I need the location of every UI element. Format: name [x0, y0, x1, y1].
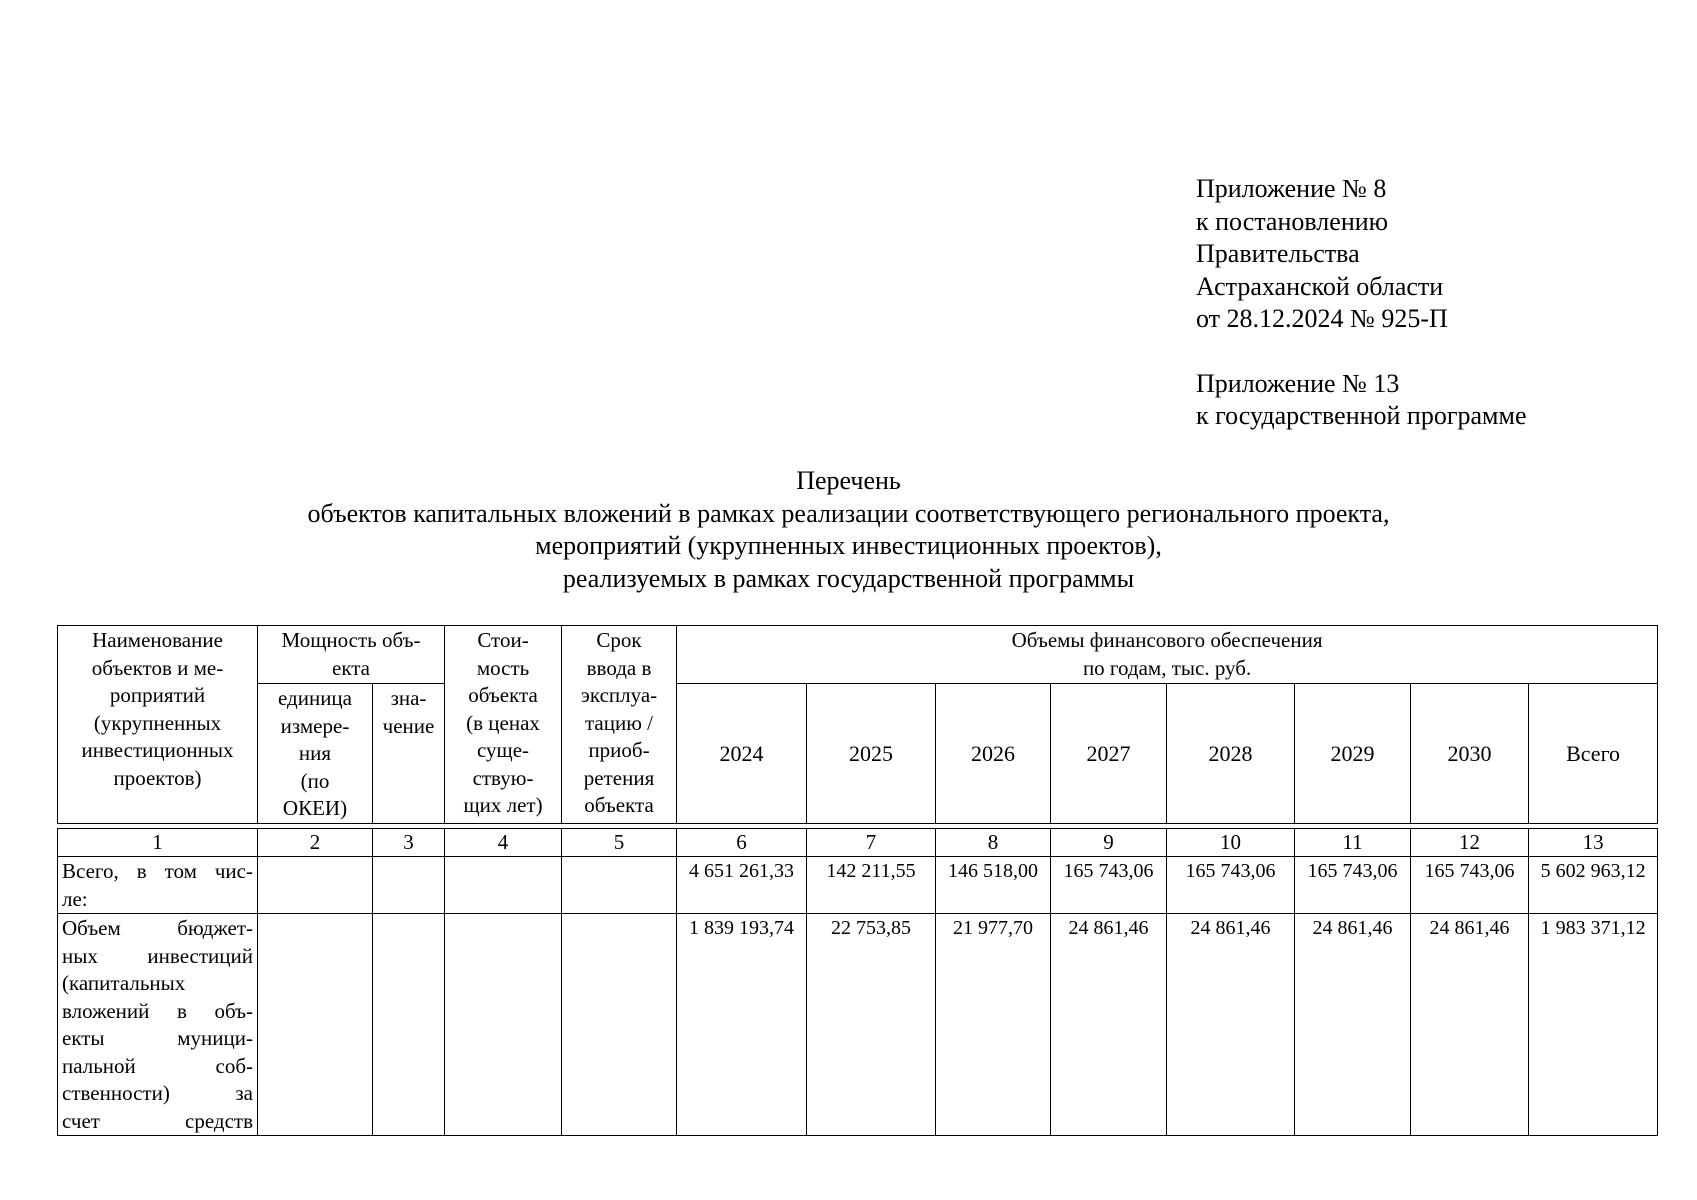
header-year-2026: 2026 [936, 684, 1051, 824]
appendix-line: от 28.12.2024 № 925-П [1196, 304, 1448, 333]
header-unit: единица измере- ния (по ОКЕИ) [258, 684, 373, 824]
appendix-line: Астраханской области [1196, 271, 1444, 301]
row-amount-2030: 165 743,06 [1411, 857, 1529, 914]
column-number: 4 [445, 829, 562, 857]
appendix-line: Приложение № 13 [1196, 368, 1400, 398]
row-amount-2025: 22 753,85 [807, 914, 936, 1136]
row-name: Всего, в том чис- ле: [58, 857, 258, 914]
appendix-line: к постановлению [1196, 206, 1389, 236]
row-amount-2028: 165 743,06 [1167, 857, 1295, 914]
column-number: 1 [58, 829, 258, 857]
row-value [373, 914, 445, 1136]
column-number: 9 [1051, 829, 1167, 857]
header-year-2030: 2030 [1411, 684, 1529, 824]
header-year-2024: 2024 [677, 684, 807, 824]
header-year-2027: 2027 [1051, 684, 1167, 824]
row-cost [445, 914, 562, 1136]
row-amount-2030: 24 861,46 [1411, 914, 1529, 1136]
header-value: зна- чение [373, 684, 445, 824]
appendix-block-program [1196, 368, 1527, 433]
title-line: Перечень [796, 466, 901, 495]
row-amount-2028: 24 861,46 [1167, 914, 1295, 1136]
header-finance: Объемы финансового обеспечения по годам, тыс. руб. [677, 626, 1658, 684]
row-term [562, 857, 677, 914]
row-cost [445, 857, 562, 914]
row-name: Объем бюджет- ных инвестиций (капитальных вложений в объ- екты муници- пальной соб- ственности) за счет средств [58, 914, 258, 1136]
column-number: 13 [1529, 829, 1658, 857]
appendix-header [1196, 173, 1527, 433]
column-number: 2 [258, 829, 373, 857]
column-number: 3 [373, 829, 445, 857]
appendix-line: к государственной программе [1196, 401, 1527, 430]
header-total: Всего [1529, 684, 1658, 824]
row-unit [258, 857, 373, 914]
row-amount-2024: 4 651 261,33 [677, 857, 807, 914]
row-amount-2027: 24 861,46 [1051, 914, 1167, 1136]
column-number: 12 [1411, 829, 1529, 857]
header-year-2028: 2028 [1167, 684, 1295, 824]
header-term: Срок ввода в эксплуа- тацию / приоб- ретения объекта [562, 626, 677, 824]
row-amount-2027: 165 743,06 [1051, 857, 1167, 914]
column-number: 7 [807, 829, 936, 857]
row-unit [258, 914, 373, 1136]
header-year-2025: 2025 [807, 684, 936, 824]
row-value [373, 857, 445, 914]
column-number: 6 [677, 829, 807, 857]
row-amount-2026: 21 977,70 [936, 914, 1051, 1136]
column-number: 8 [936, 829, 1051, 857]
header-cost: Стои- мость объекта (в ценах суще- ствую- щих лет) [445, 626, 562, 824]
title-line: реализуемых в рамках государственной программы [562, 563, 1135, 593]
column-numbers-row [58, 829, 1658, 857]
table-row [58, 914, 1658, 1136]
column-number: 10 [1167, 829, 1295, 857]
header-capacity: Мощность объ- екта [258, 626, 445, 684]
appendix-line: Правительства [1196, 239, 1360, 268]
title-line: объектов капитальных вложений в рамках реализации соответствующего регионального проекта, [307, 498, 1390, 528]
document-title [0, 465, 1697, 595]
appendix-line: Приложение № 8 [1196, 174, 1387, 203]
row-term [562, 914, 677, 1136]
row-amount-2029: 165 743,06 [1295, 857, 1411, 914]
row-amount-total: 5 602 963,12 [1529, 857, 1658, 914]
column-number: 11 [1295, 829, 1411, 857]
title-line: мероприятий (укрупненных инвестиционных проектов), [535, 531, 1162, 560]
row-amount-2029: 24 861,46 [1295, 914, 1411, 1136]
header-row-1 [58, 626, 1658, 684]
header-row-2 [58, 684, 1658, 824]
row-amount-2026: 146 518,00 [936, 857, 1051, 914]
row-amount-total: 1 983 371,12 [1529, 914, 1658, 1136]
header-name: Наименование объектов и ме- роприятий (укрупненных инвестиционных проектов) [58, 626, 258, 824]
capital-investments-table [57, 625, 1658, 1136]
appendix-block-decree [1196, 173, 1527, 336]
row-amount-2024: 1 839 193,74 [677, 914, 807, 1136]
column-number: 5 [562, 829, 677, 857]
header-year-2029: 2029 [1295, 684, 1411, 824]
row-amount-2025: 142 211,55 [807, 857, 936, 914]
table-row [58, 857, 1658, 914]
